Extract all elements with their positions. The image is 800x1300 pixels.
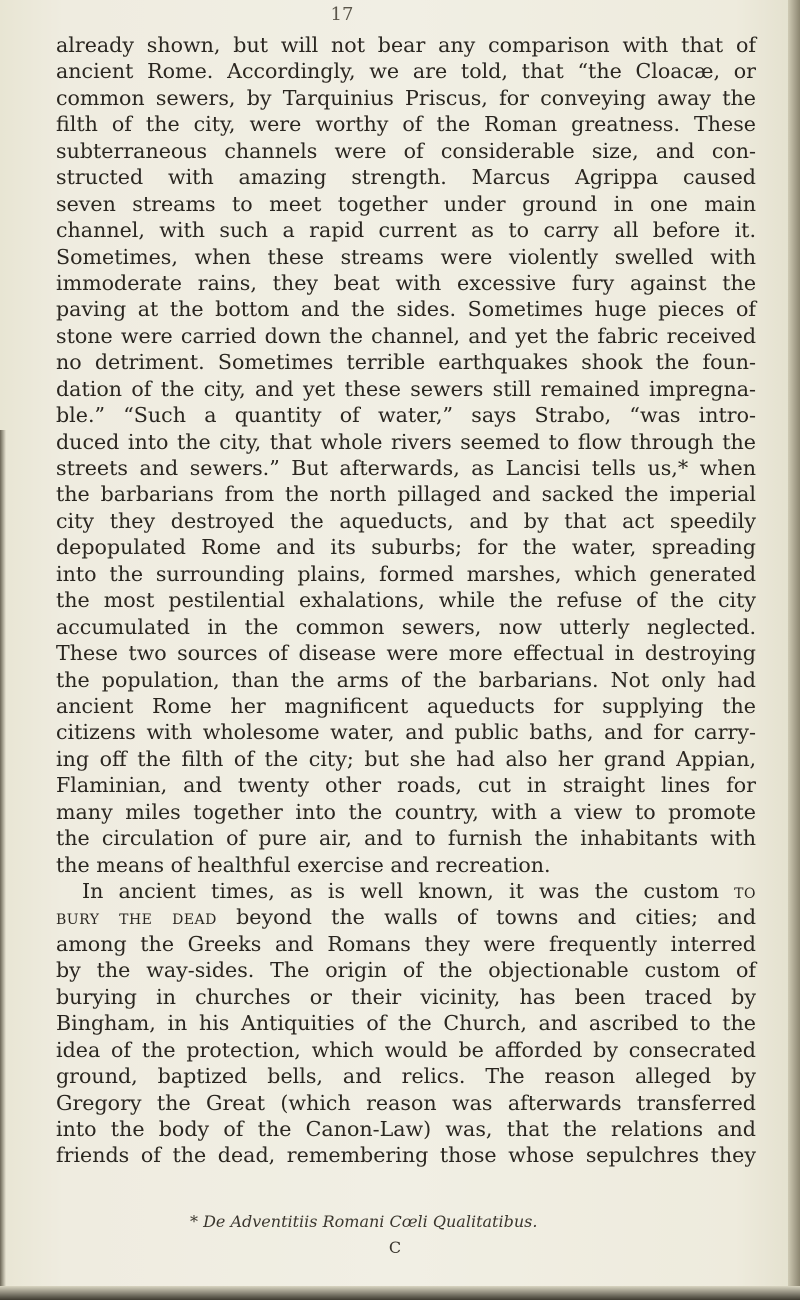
- footnote: * De Adventitiis Romani Cœli Qualitatibus.: [190, 1212, 538, 1231]
- body-line: the most pestilential exhalations, while the refuse of the city: [56, 588, 756, 613]
- body-line: structed with amazing strength. Marcus Agrippa caused: [56, 165, 756, 190]
- body-line: the means of healthful exercise and recreation.: [56, 852, 551, 877]
- body-line: paving at the bottom and the sides. Sometimes huge pieces of: [56, 297, 756, 322]
- body-line: depopulated Rome and its suburbs; for the water, spreading: [56, 535, 756, 560]
- body-line: burying in churches or their vicinity, has been traced by: [56, 984, 756, 1009]
- body-line: filth of the city, were worthy of the Roman greatness. These: [56, 112, 756, 137]
- body-line: idea of the protection, which would be afforded by consecrated: [56, 1037, 756, 1062]
- page-number: 17: [330, 4, 354, 25]
- body-line: by the way-sides. The origin of the objectionable custom of: [56, 958, 756, 983]
- body-line: among the Greeks and Romans they were frequently interred: [56, 931, 756, 956]
- para2-text: In ancient times, as is well known, it was the custom: [82, 879, 720, 903]
- body-line: duced into the city, that whole rivers seemed to flow through the: [56, 429, 756, 454]
- body-line: immoderate rains, they beat with excessive fury against the: [56, 270, 756, 295]
- body-line: into the body of the Canon-Law) was, that the relations and: [56, 1116, 756, 1141]
- body-line: already shown, but will not bear any comparison with that of: [56, 33, 756, 57]
- small-caps-text: bury the dead: [56, 905, 217, 930]
- paragraph-2-line-1: [56, 878, 756, 904]
- body-line: seven streams to meet together under ground in one main: [56, 191, 756, 216]
- body-line: the circulation of pure air, and to furnish the inhabitants with: [56, 826, 756, 851]
- body-line: Bingham, in his Antiquities of the Church, and ascribed to the: [56, 1011, 756, 1036]
- body-line: Flaminian, and twenty other roads, cut in straight lines for: [56, 773, 756, 798]
- body-line: dation of the city, and yet these sewers still remained impregna-: [56, 376, 756, 401]
- page-edge-right: [788, 0, 800, 1300]
- body-text: [56, 32, 756, 1169]
- body-line: many miles together into the country, with a view to promote: [56, 799, 756, 824]
- body-line: the population, than the arms of the barbarians. Not only had: [56, 667, 756, 692]
- body-line: Sometimes, when these streams were violently swelled with: [56, 244, 756, 269]
- body-line: the barbarians from the north pillaged and sacked the imperial: [56, 482, 756, 507]
- body-line: ancient Rome her magnificent aqueducts for supplying the: [56, 693, 756, 718]
- body-line: friends of the dead, remembering those whose sepulchres they: [56, 1143, 756, 1168]
- body-line: stone were carried down the channel, and yet the fabric received: [56, 323, 756, 348]
- body-line: citizens with wholesome water, and public baths, and for carry-: [56, 720, 756, 745]
- page-shadow-left: [0, 430, 6, 1290]
- body-line: streets and sewers.” But afterwards, as Lancisi tells us,* when: [56, 456, 756, 480]
- page-edge-bottom: [0, 1286, 800, 1300]
- body-line: common sewers, by Tarquinius Priscus, for conveying away the: [56, 85, 756, 110]
- small-caps-text: to: [734, 879, 756, 903]
- body-line: ground, baptized bells, and relics. The reason alleged by: [56, 1064, 756, 1089]
- body-line: Gregory the Great (which reason was afterwards transferred: [56, 1090, 756, 1115]
- body-line: channel, with such a rapid current as to carry all before it.: [56, 218, 756, 243]
- body-line: no detriment. Sometimes terrible earthquakes shook the foun-: [56, 350, 756, 375]
- body-line: subterraneous channels were of considerable size, and con-: [56, 138, 756, 163]
- signature-mark: C: [388, 1238, 402, 1257]
- body-line: ancient Rome. Accordingly, we are told, that “the Cloacæ, or: [56, 59, 756, 84]
- paragraph-2-line-2: [56, 904, 756, 930]
- body-line: city they destroyed the aqueducts, and by that act speedily: [56, 508, 756, 533]
- body-line: ble.” “Such a quantity of water,” says Strabo, “was intro-: [56, 403, 756, 428]
- body-line: ing off the filth of the city; but she had also her grand Appian,: [56, 746, 756, 771]
- body-line: accumulated in the common sewers, now utterly neglected.: [56, 614, 756, 639]
- para2-text: beyond the walls of towns and cities; and: [236, 905, 756, 930]
- body-line: These two sources of disease were more effectual in destroying: [56, 641, 756, 666]
- body-line: into the surrounding plains, formed marshes, which generated: [56, 561, 756, 586]
